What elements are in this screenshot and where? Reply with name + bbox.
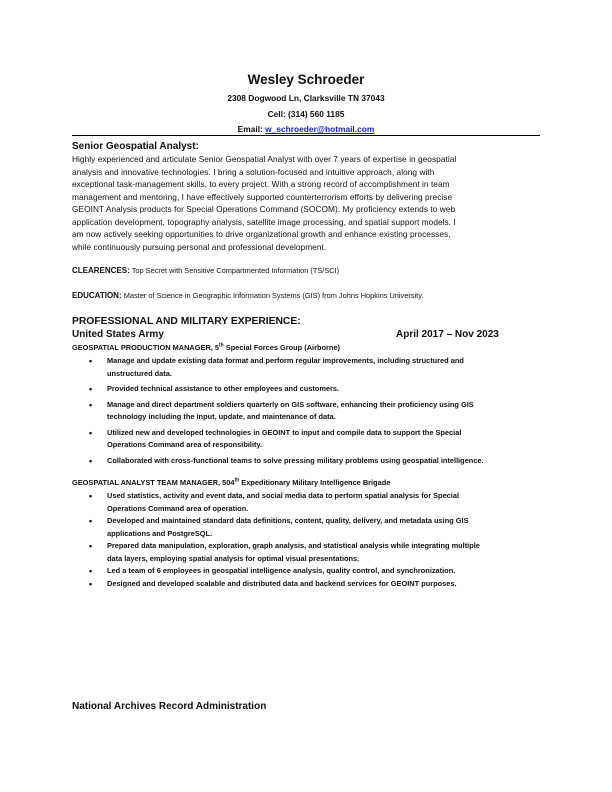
bullet-line: Manage and direct department soldiers quarterly on GIS software, enhancing their proficiency using GIS [107, 399, 474, 409]
summary-line: exceptional task-management skills, to every project. With a strong record of accomplishment in team [72, 179, 450, 189]
role-bullet-list [72, 355, 542, 467]
role-title-sup: th [219, 342, 224, 349]
bullet-icon: • [89, 427, 93, 438]
bullet-icon: • [89, 356, 93, 366]
bullet-line: Operations Command area of responsibility. [107, 440, 263, 449]
bullet-line: Designed and developed scalable and distributed data and backend services for GEOINT purposes. [107, 578, 457, 588]
bullet-line: technology including the input, update, and maintenance of data. [107, 412, 336, 421]
bullet-icon: • [89, 384, 93, 394]
address-line: 2308 Dogwood Ln, Clarksville TN 37043 [227, 93, 385, 103]
bullet-item [72, 399, 542, 424]
summary-paragraph [72, 153, 542, 253]
bullet-item [72, 355, 542, 380]
summary-line: while continuously pursuing personal and professional development. [72, 241, 327, 252]
clearances-label: CLEARENCES: [72, 266, 130, 275]
employer-row [72, 328, 542, 341]
resume-header [0, 71, 612, 138]
bullet-icon: • [89, 455, 93, 466]
bullet-item [72, 578, 542, 591]
education-line [72, 290, 542, 301]
clearances-line [72, 265, 542, 276]
bullet-line: Prepared data manipulation, exploration, graph analysis, and statistical analysis while integrating multiple [107, 541, 480, 550]
role-title [72, 342, 542, 353]
bullet-icon: • [89, 516, 93, 526]
email-link[interactable]: w_schroeder@hotmail.com [265, 124, 375, 134]
bullet-line: applications and PostgreSQL. [107, 528, 213, 538]
bullet-line: unstructured data. [107, 368, 172, 378]
resume-body [72, 140, 542, 590]
bullet-line: Manage and update existing data format and perform regular improvements, including structured and [107, 356, 464, 365]
bullet-icon: • [89, 566, 93, 576]
summary-line: GEOINT Analysis products for Special Operations Command (SOCOM). My proficiency extends to web [72, 204, 456, 214]
bullet-item [72, 383, 542, 396]
cell-line: Cell: (314) 560 1185 [267, 108, 345, 119]
bullet-line: Utilized new and developed technologies in GEOINT to input and compile data to support the Special [107, 427, 462, 437]
summary-line: management and mentoring, I have effectively supported counterterrorism efforts by delivering precise [72, 191, 453, 202]
education-value: Master of Science in Geographic Information Systems (GIS) from Johns Hopkins University. [123, 291, 424, 300]
bullet-line: Collaborated with cross-functional teams to solve pressing military problems using geospatial intelligence. [107, 455, 484, 465]
candidate-name: Wesley Schroeder [247, 72, 365, 87]
bullet-icon: • [89, 491, 93, 501]
role-title-unit: Expeditionary Military Intelligence Brigade [239, 478, 391, 487]
next-employer-name: National Archives Record Administration [72, 701, 267, 712]
header-divider [72, 135, 540, 136]
bullet-item [72, 427, 542, 452]
bullet-icon: • [89, 541, 93, 551]
role-title-sup: th [234, 477, 240, 484]
role-title [72, 477, 542, 488]
role-title-text: GEOSPATIAL PRODUCTION MANAGER, 5 [72, 343, 219, 352]
bullet-icon: • [89, 399, 93, 410]
role-title-text: GEOSPATIAL ANALYST TEAM MANAGER, 504 [72, 478, 235, 487]
role-title-unit: Special Forces Group (Airborne) [223, 343, 340, 352]
bullet-item [72, 490, 542, 515]
bullet-icon: • [89, 578, 93, 589]
employer-name: United States Army [72, 329, 164, 340]
bullet-line: data layers, employing spatial analysis for optimal visual presentations. [107, 553, 360, 563]
bullet-line: Operations Command area of operation. [107, 503, 249, 513]
experience-title: PROFESSIONAL AND MILITARY EXPERIENCE: [72, 316, 301, 327]
bullet-item [72, 540, 542, 565]
summary-line: analysis and innovative technologies. I bring a solution-focused and intuitive approach, along with [72, 166, 435, 177]
summary-line: application development, topography analysis, satellite image processing, and spatial support models. I [72, 216, 456, 227]
bullet-item [72, 565, 542, 578]
bullet-line: Led a team of 6 employees in geospatial intelligence analysis, quality control, and synchronization. [107, 566, 456, 575]
education-label: EDUCATION: [72, 291, 122, 300]
bullet-line: Developed and maintained standard data definitions, content, quality, delivery, and metadata using GIS [107, 516, 469, 525]
bullet-line: Used statistics, activity and event data, and social media data to perform spatial analysis for Special [107, 491, 460, 500]
employment-dates: April 2017 – Nov 2023 [396, 329, 499, 340]
bullet-item [72, 515, 542, 540]
summary-line: Highly experienced and articulate Senior Geospatial Analyst with over 7 years of expertise in geospatial [72, 154, 457, 164]
bullet-line: Provided technical assistance to other employees and customers. [107, 384, 340, 393]
summary-line: am now actively seeking opportunities to drive organizational growth and enhance existing processes, [72, 229, 451, 239]
role-bullet-list [72, 490, 542, 590]
summary-title: Senior Geospatial Analyst: [72, 141, 199, 152]
email-label: Email: [237, 124, 263, 134]
clearances-value: Top Secret with Sensitive Compartmented Information (TS/SCI) [131, 266, 340, 275]
bullet-item [72, 455, 542, 468]
